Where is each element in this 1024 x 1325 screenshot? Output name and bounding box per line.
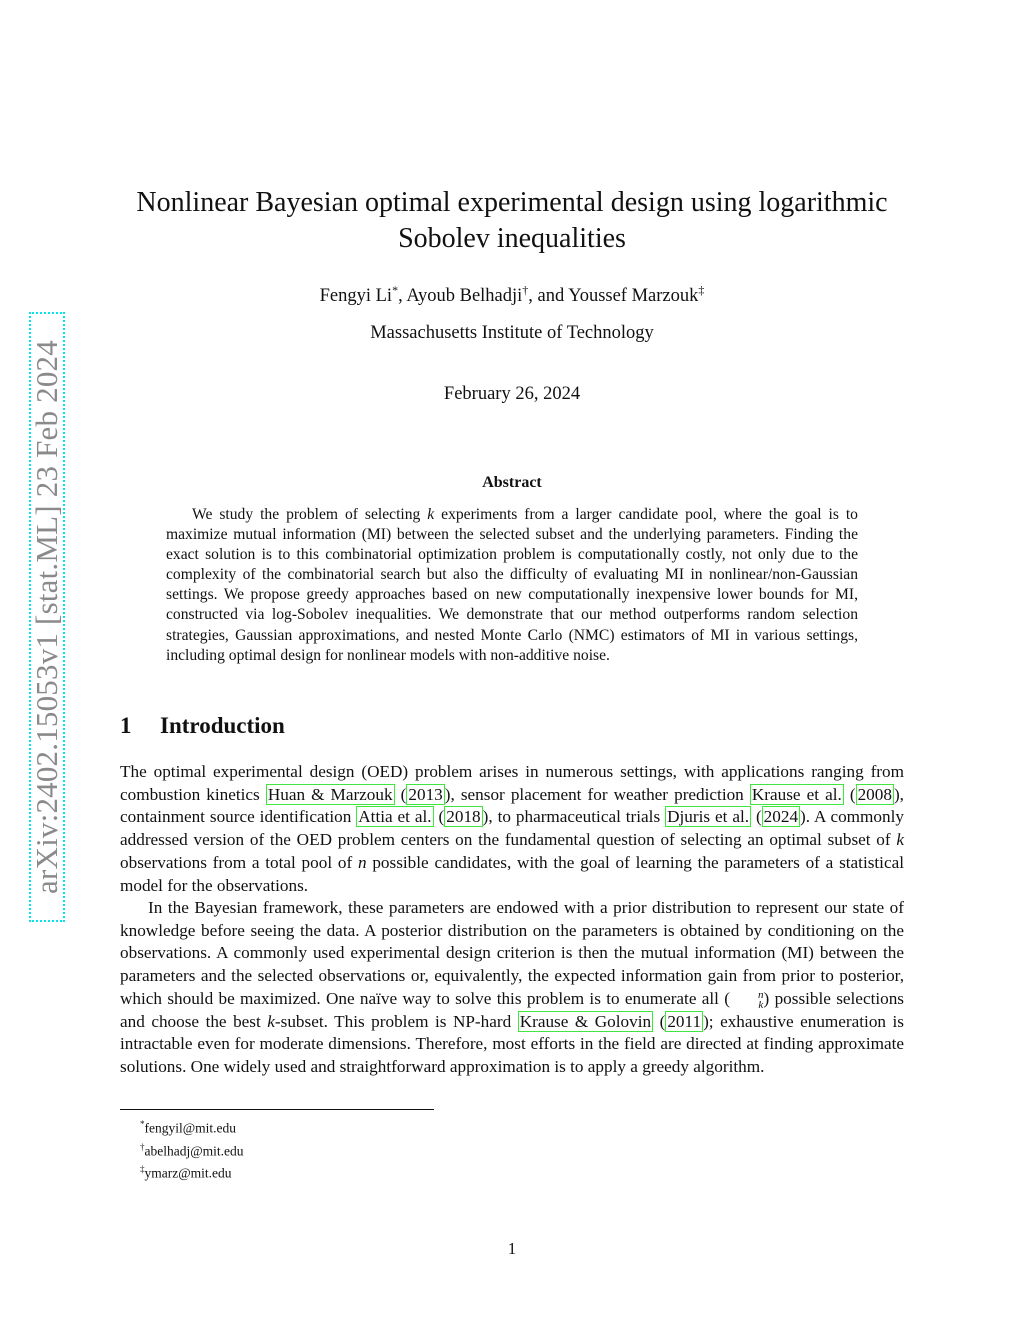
title-line-2: Sobolev inequalities — [398, 223, 626, 254]
section-title: Introduction — [160, 713, 285, 738]
citation-link[interactable]: Krause et al. — [751, 784, 842, 804]
abstract-text-part: experiments from a larger candidate pool, where the goal is to maximize mutual information (MI) between the selected subset and the underlying parameters. Finding the exact solution is to this combinatorial optimization problem is computationally costly, not only due to the complexity of the combinatorial search but also the difficulty of evaluating MI in nonlinear/non-Gaussian settings. We propose greedy approaches based on new computationally inexpensive lower bounds for MI, constructed via log-Sobolev inequalities. We demonstrate that our method outperforms random selection strategies, Gaussian approximations, and nested Monte Carlo (NMC) estimators of MI in various settings, including optimal design for nonlinear models with non-additive noise. — [166, 506, 858, 664]
footnote-mark: * — [140, 1119, 145, 1129]
abstract-text — [166, 505, 858, 666]
abstract-heading: Abstract — [482, 474, 542, 491]
author-name: Fengyi Li — [319, 286, 393, 307]
citation-year-link[interactable]: 2008 — [857, 784, 892, 804]
body-text: In the Bayesian framework, these parameters are endowed with a prior distribution to represent our state of knowledge before seeing the data. A posterior distribution on the parameters is obtained by conditioning on the observations. A commonly used experimental design criterion is then the mutual information (MI) between the parameters and the selected observations or, equivalently, the expected information gain from prior to posterior, which should be maximized. One naïve way to solve this problem is to enumerate all — [120, 898, 904, 1008]
body-text: ); exhaustive enumeration is intractable even for moderate dimensions. Therefore, most efforts in the field are directed at finding approximate solutions. One widely used and straightforward approximation is to apply a greedy algorithm. — [120, 1011, 904, 1076]
arxiv-identifier-text: arXiv:2402.15053v1 [stat.ML] 23 Feb 2024 — [29, 340, 64, 894]
abstract-text-part: We study the problem of selecting — [192, 506, 428, 523]
citation-link[interactable]: Djuris et al. — [667, 807, 750, 827]
citation-link[interactable]: Attia et al. — [358, 807, 432, 827]
author-name: Youssef Marzouk — [568, 286, 699, 307]
body-text: possible selections and choose the best — [120, 988, 904, 1031]
citation-year-link[interactable]: 2011 — [667, 1011, 702, 1031]
math-variable: k — [267, 1011, 275, 1031]
body-text: The optimal experimental design (OED) problem arises in numerous settings, with applications ranging from combustion kinetics — [120, 762, 904, 804]
section-number: 1 — [120, 713, 132, 738]
citation-link[interactable]: Krause & Golovin — [519, 1011, 652, 1031]
paper-title — [120, 185, 904, 257]
body-paragraph: The optimal experimental design (OED) problem arises in numerous settings, with applications ranging from combustion kinetics Huan & Marzouk ( 2013 ), sensor placement for weather prediction Krause et al. ( 2008 ), containment source identification Attia et al. ( 2018 ), to pharmaceutical trials Djuris et al. ( 2024 ). A commonly addressed version of the OED problem centers on the fundamental question of selecting an optimal subset of k observations from a total pool of n possible candidates, with the goal of learning the parameters of a statistical model for the observations. — [120, 762, 904, 895]
binomial-coefficient — [730, 990, 764, 1010]
author-footnote-mark[interactable]: † — [522, 283, 529, 297]
body-text: ), containment source identification — [120, 784, 904, 827]
author-separator: , and — [528, 286, 569, 307]
body-paragraph: In the Bayesian framework, these parameters are endowed with a prior distribution to represent our state of knowledge before seeing the data. A posterior distribution on the parameters is obtained by conditioning on the observations. A commonly used experimental design criterion is then the mutual information (MI) between the parameters and the selected observations or, equivalently, the expected information gain from prior to posterior, which should be maximized. One naïve way to solve this problem is to enumerate all ( n k ) possible selections and choose the best k-subset. This problem is NP-hard Krause & Golovin ( 2011 ); exhaustive enumeration is intractable even for moderate dimensions. Therefore, most efforts in the field are directed at finding approximate solutions. One widely used and straightforward approximation is to apply a greedy algorithm. — [120, 898, 904, 1076]
footnote-mark: ‡ — [140, 1164, 145, 1174]
citation-year-link[interactable]: 2013 — [408, 784, 443, 804]
body-text: ), sensor placement for weather prediction — [444, 784, 750, 804]
footnote — [140, 1160, 244, 1183]
body-text: ), to pharmaceutical trials — [482, 807, 666, 827]
page-number: 1 — [507, 1239, 517, 1258]
footnote — [140, 1115, 244, 1138]
footnote — [140, 1138, 244, 1161]
math-variable: k — [758, 998, 764, 1011]
author-footnote-mark[interactable]: * — [392, 283, 399, 297]
author-name: Ayoub Belhadji — [406, 286, 523, 307]
body-text: ). A commonly addressed version of the OED problem centers on the fundamental question of selecting an optimal subset of — [120, 807, 904, 850]
arxiv-identifier-stamp[interactable] — [29, 312, 65, 922]
citation-year-link[interactable]: 2024 — [763, 807, 799, 827]
math-variable: k — [896, 830, 904, 850]
publication-date: February 26, 2024 — [443, 384, 581, 404]
footnote-email: fengyil@mit.edu — [144, 1120, 237, 1136]
author-separator: , — [398, 286, 407, 307]
affiliation: Massachusetts Institute of Technology — [370, 323, 654, 343]
footnote-mark: † — [140, 1141, 145, 1152]
math-variable: k — [427, 506, 435, 523]
footnote-email: ymarz@mit.edu — [144, 1165, 232, 1181]
citation-link[interactable]: Huan & Marzouk — [267, 784, 393, 804]
author-footnote-mark[interactable]: ‡ — [698, 283, 705, 297]
citation-year-link[interactable]: 2018 — [446, 807, 481, 827]
footnote-email: abelhadj@mit.edu — [144, 1143, 244, 1158]
math-variable: n — [357, 852, 367, 872]
body-text: -subset. This problem is NP-hard — [274, 1011, 518, 1031]
footnote-divider — [120, 1109, 434, 1110]
footnotes — [140, 1115, 244, 1183]
section-heading — [120, 713, 904, 739]
author-list — [120, 283, 904, 307]
body-text: observations from a total pool of — [120, 852, 358, 872]
title-line-1: Nonlinear Bayesian optimal experimental design using logarithmic — [136, 187, 888, 218]
math-variable: n — [758, 988, 764, 1001]
body-text: possible candidates, with the goal of learning the parameters of a statistical model for the observations. — [120, 852, 904, 895]
